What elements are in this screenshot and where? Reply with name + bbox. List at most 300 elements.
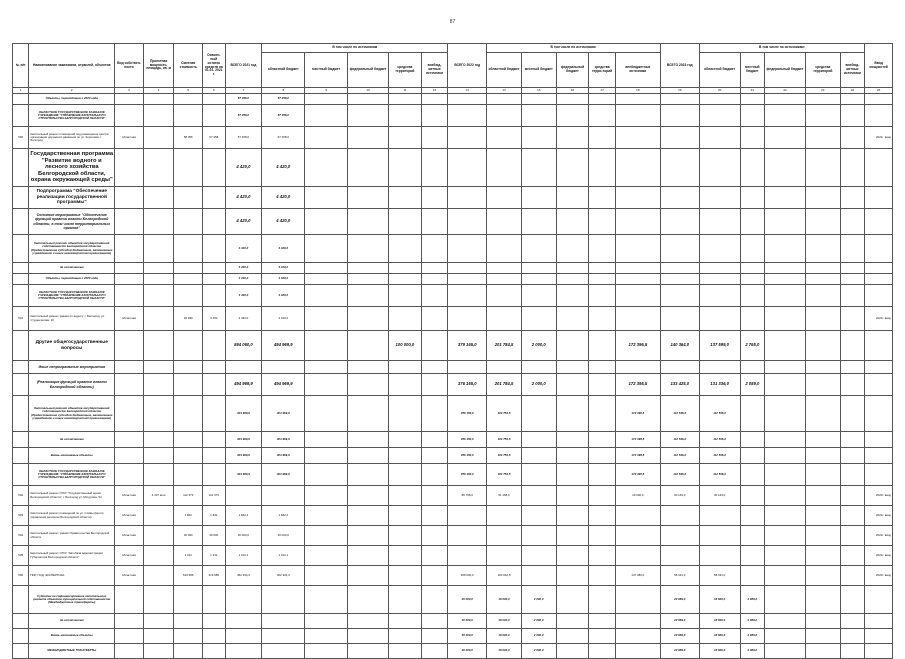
cell-rem bbox=[203, 396, 225, 432]
cell-ter21 bbox=[389, 263, 422, 274]
cell-f21 bbox=[348, 506, 389, 526]
cell-r22 bbox=[487, 546, 522, 566]
cell-name: Вновь начинаемые объекты bbox=[29, 629, 115, 644]
cell-t22: 80 798,0 bbox=[448, 486, 487, 506]
hdr-offbudget-2023: внебюд-жетные источники bbox=[840, 53, 865, 88]
cell-o23 bbox=[840, 432, 865, 448]
cell-name: Объекты, переходящие с 2020 года bbox=[29, 94, 115, 105]
column-number: 16 bbox=[556, 88, 589, 94]
cell-ter21 bbox=[389, 127, 422, 149]
hdr-federal-2021: федеральный бюджет bbox=[348, 53, 389, 88]
hdr-federal-2022: федеральный бюджет bbox=[556, 53, 589, 88]
cell-l21 bbox=[305, 374, 348, 396]
cell-est bbox=[174, 396, 203, 432]
cell-t22 bbox=[448, 285, 487, 307]
cell-cap bbox=[143, 285, 174, 307]
cell-est bbox=[174, 149, 203, 187]
cell-l23 bbox=[740, 464, 765, 486]
cell-f22 bbox=[556, 432, 589, 448]
cell-com: 2021г. ввод bbox=[865, 546, 893, 566]
cell-t22 bbox=[448, 235, 487, 263]
cell-t22 bbox=[448, 307, 487, 331]
cell-own bbox=[115, 448, 144, 464]
cell-name: Капитальный ремонт объектов государственной собственности Белгородской области (Предоставление субсидий бюджетным, автономным учреждениям и иным некоммерческим организациям) bbox=[29, 235, 115, 263]
column-number: 12 bbox=[421, 88, 448, 94]
cell-t22: 356 150,0 bbox=[448, 448, 487, 464]
cell-no: 504 bbox=[13, 526, 29, 546]
cell-ter22 bbox=[589, 235, 616, 263]
cell-est bbox=[174, 586, 203, 614]
cell-o22 bbox=[615, 127, 660, 149]
cell-t23 bbox=[660, 546, 699, 566]
cell-o23 bbox=[840, 263, 865, 274]
cell-r21 bbox=[262, 586, 305, 614]
cell-f23 bbox=[765, 274, 806, 285]
cell-cap bbox=[143, 274, 174, 285]
cell-o22 bbox=[615, 274, 660, 285]
cell-o22: 172 396,5 bbox=[615, 432, 660, 448]
cell-t23: 112 536,0 bbox=[660, 396, 699, 432]
cell-o22: 172 396,5 bbox=[615, 448, 660, 464]
cell-l23 bbox=[740, 187, 765, 209]
hdr-ownership: Вид собствен-ности bbox=[115, 44, 144, 88]
cell-com bbox=[865, 396, 893, 432]
cell-f21 bbox=[348, 94, 389, 105]
cell-t23 bbox=[660, 361, 699, 374]
cell-t21: 57 458,0 bbox=[225, 94, 262, 105]
cell-o21 bbox=[421, 187, 448, 209]
cell-f23 bbox=[765, 464, 806, 486]
cell-rem bbox=[203, 432, 225, 448]
cell-f23 bbox=[765, 105, 806, 127]
cell-l23: 2 089,0 bbox=[740, 374, 765, 396]
hdr-commission: Ввод мощностей bbox=[865, 44, 893, 88]
cell-com bbox=[865, 285, 893, 307]
cell-ter23 bbox=[805, 644, 840, 659]
cell-no bbox=[13, 149, 29, 187]
cell-ter23 bbox=[805, 361, 840, 374]
cell-com bbox=[865, 586, 893, 614]
cell-r22: 18 000,0 bbox=[487, 629, 522, 644]
cell-l22 bbox=[521, 432, 556, 448]
cell-t23 bbox=[660, 149, 699, 187]
column-number: 8 bbox=[262, 88, 305, 94]
cell-com bbox=[865, 644, 893, 659]
cell-own bbox=[115, 464, 144, 486]
cell-com: 2021г. ввод bbox=[865, 307, 893, 331]
cell-name: За исключением bbox=[29, 614, 115, 629]
column-number: 15 bbox=[521, 88, 556, 94]
cell-com bbox=[865, 432, 893, 448]
cell-f21 bbox=[348, 285, 389, 307]
cell-f23 bbox=[765, 149, 806, 187]
cell-est: 18 930 bbox=[174, 307, 203, 331]
cell-t22: 20 000,0 bbox=[448, 586, 487, 614]
cell-est bbox=[174, 374, 203, 396]
cell-r23: 18 800,0 bbox=[699, 629, 740, 644]
hdr-regional-2021: областной бюджет bbox=[262, 53, 305, 88]
cell-t23 bbox=[660, 263, 699, 274]
cell-f22 bbox=[556, 361, 589, 374]
cell-com bbox=[865, 187, 893, 209]
cell-est: 58 356 bbox=[174, 127, 203, 149]
cell-name: Объекты, переходящие с 2020 года bbox=[29, 274, 115, 285]
cell-no bbox=[13, 361, 29, 374]
cell-own bbox=[115, 586, 144, 614]
cell-l21 bbox=[305, 94, 348, 105]
cell-cap bbox=[143, 566, 174, 586]
cell-l23 bbox=[740, 94, 765, 105]
cell-t23: 20 889,0 bbox=[660, 586, 699, 614]
cell-r23: 18 800,0 bbox=[699, 586, 740, 614]
table-row bbox=[13, 94, 893, 105]
cell-r21: 30 000,0 bbox=[262, 526, 305, 546]
cell-o22 bbox=[615, 307, 660, 331]
cell-t23: 140 364,0 bbox=[660, 331, 699, 361]
cell-rem bbox=[203, 187, 225, 209]
column-number: 19 bbox=[660, 88, 699, 94]
hdr-estimate: Сметная стоимость bbox=[174, 44, 203, 88]
cell-rem bbox=[203, 263, 225, 274]
cell-l23 bbox=[740, 361, 765, 374]
cell-rem bbox=[203, 614, 225, 629]
hdr-capacity: Проектная мощность, площадь, кв. м bbox=[143, 44, 174, 88]
cell-l23 bbox=[740, 274, 765, 285]
cell-l22 bbox=[521, 149, 556, 187]
cell-r22: 201 784,5 bbox=[487, 374, 522, 396]
cell-no: 503 bbox=[13, 506, 29, 526]
cell-ter23 bbox=[805, 396, 840, 432]
cell-rem bbox=[203, 644, 225, 659]
cell-own: областная bbox=[115, 486, 144, 506]
cell-own bbox=[115, 396, 144, 432]
cell-name: Капитальный ремонт помещений по ул. Славы (Центр управления регионом Белгородской области) bbox=[29, 506, 115, 526]
cell-o22 bbox=[615, 614, 660, 629]
cell-r22 bbox=[487, 526, 522, 546]
cell-r22 bbox=[487, 187, 522, 209]
cell-f23 bbox=[765, 187, 806, 209]
cell-l23 bbox=[740, 566, 765, 586]
cell-name: За исключением bbox=[29, 263, 115, 274]
cell-l23 bbox=[740, 235, 765, 263]
cell-own bbox=[115, 149, 144, 187]
cell-no bbox=[13, 94, 29, 105]
cell-o22 bbox=[615, 644, 660, 659]
cell-r21 bbox=[262, 614, 305, 629]
cell-o22 bbox=[615, 263, 660, 274]
cell-cap bbox=[143, 209, 174, 235]
cell-cap bbox=[143, 432, 174, 448]
cell-t21: 4 420,0 bbox=[225, 263, 262, 274]
cell-f22 bbox=[556, 331, 589, 361]
cell-ter22 bbox=[589, 526, 616, 546]
cell-o22 bbox=[615, 235, 660, 263]
table-row bbox=[13, 464, 893, 486]
cell-name: Капитальный ремонт помещений под размещение центра организации дорожного движения по ул. Королева, г. Белгород bbox=[29, 127, 115, 149]
cell-f23 bbox=[765, 526, 806, 546]
cell-ter21 bbox=[389, 586, 422, 614]
cell-ter22 bbox=[589, 285, 616, 307]
cell-t22 bbox=[448, 263, 487, 274]
cell-o21 bbox=[421, 374, 448, 396]
cell-t21 bbox=[225, 586, 262, 614]
cell-o22 bbox=[615, 209, 660, 235]
cell-name: Основное мероприятие "Обеспечение функций органов власти Белгородской области, в том числе территориальных органов" bbox=[29, 209, 115, 235]
cell-no bbox=[13, 235, 29, 263]
cell-o21 bbox=[421, 285, 448, 307]
cell-name: ОБЛАСТНОЕ ГОСУДАРСТВЕННОЕ КАЗЕННОЕ УЧРЕЖДЕНИЕ "УПРАВЛЕНИЕ КАПИТАЛЬНОГО СТРОИТЕЛЬСТВА БЕЛГОРОДСКОЙ ОБЛАСТИ" bbox=[29, 464, 115, 486]
cell-own bbox=[115, 263, 144, 274]
cell-o23 bbox=[840, 361, 865, 374]
hdr-territory-2022: средства терри-торий bbox=[589, 53, 616, 88]
cell-t23 bbox=[660, 235, 699, 263]
cell-ter23 bbox=[805, 614, 840, 629]
cell-est bbox=[174, 448, 203, 464]
cell-t22 bbox=[448, 546, 487, 566]
cell-f23 bbox=[765, 566, 806, 586]
column-number: 9 bbox=[305, 88, 348, 94]
cell-r21: 4 420,0 bbox=[262, 209, 305, 235]
cell-f21 bbox=[348, 127, 389, 149]
cell-l22 bbox=[521, 506, 556, 526]
cell-t21: 1 312,1 bbox=[225, 546, 262, 566]
cell-com bbox=[865, 209, 893, 235]
cell-r23 bbox=[699, 307, 740, 331]
cell-l22 bbox=[521, 235, 556, 263]
cell-t22 bbox=[448, 274, 487, 285]
cell-r23: 112 536,0 bbox=[699, 448, 740, 464]
cell-ter22 bbox=[589, 331, 616, 361]
cell-name: Вновь начинаемые объекты bbox=[29, 448, 115, 464]
cell-t22 bbox=[448, 361, 487, 374]
cell-rem bbox=[203, 209, 225, 235]
cell-ter21 bbox=[389, 644, 422, 659]
cell-f22 bbox=[556, 486, 589, 506]
cell-f23 bbox=[765, 396, 806, 432]
hdr-territory-2021: средства территорий bbox=[389, 53, 422, 88]
cell-o22: 172 396,5 bbox=[615, 464, 660, 486]
cell-t22 bbox=[448, 127, 487, 149]
column-number: 13 bbox=[448, 88, 487, 94]
cell-f21 bbox=[348, 448, 389, 464]
cell-f23 bbox=[765, 331, 806, 361]
cell-f21 bbox=[348, 644, 389, 659]
cell-r23 bbox=[699, 235, 740, 263]
table-row bbox=[13, 149, 893, 187]
cell-l23 bbox=[740, 432, 765, 448]
cell-com bbox=[865, 374, 893, 396]
cell-ter21: 100 000,0 bbox=[389, 331, 422, 361]
cell-o23 bbox=[840, 94, 865, 105]
cell-l23 bbox=[740, 285, 765, 307]
cell-o22: 172 396,5 bbox=[615, 331, 660, 361]
cell-f23 bbox=[765, 374, 806, 396]
cell-est bbox=[174, 105, 203, 127]
cell-t23 bbox=[660, 209, 699, 235]
cell-f22 bbox=[556, 546, 589, 566]
cell-r23 bbox=[699, 127, 740, 149]
column-number: 22 bbox=[765, 88, 806, 94]
cell-o21 bbox=[421, 209, 448, 235]
cell-o21 bbox=[421, 614, 448, 629]
cell-own bbox=[115, 432, 144, 448]
cell-rem bbox=[203, 149, 225, 187]
cell-cap bbox=[143, 464, 174, 486]
cell-f23 bbox=[765, 629, 806, 644]
cell-l21 bbox=[305, 285, 348, 307]
cell-r23 bbox=[699, 546, 740, 566]
cell-com bbox=[865, 331, 893, 361]
cell-f23 bbox=[765, 546, 806, 566]
cell-no bbox=[13, 586, 29, 614]
cell-o21 bbox=[421, 464, 448, 486]
cell-l21 bbox=[305, 629, 348, 644]
column-number: 18 bbox=[615, 88, 660, 94]
table-row bbox=[13, 285, 893, 307]
table-row bbox=[13, 432, 893, 448]
cell-l21 bbox=[305, 331, 348, 361]
cell-l22 bbox=[521, 307, 556, 331]
cell-f22 bbox=[556, 396, 589, 432]
cell-o23 bbox=[840, 235, 865, 263]
cell-l23 bbox=[740, 149, 765, 187]
cell-t21 bbox=[225, 629, 262, 644]
cell-t21: 4 420,0 bbox=[225, 149, 262, 187]
cell-l22 bbox=[521, 566, 556, 586]
cell-f22 bbox=[556, 448, 589, 464]
cell-f22 bbox=[556, 566, 589, 586]
cell-ter23 bbox=[805, 94, 840, 105]
cell-o22 bbox=[615, 94, 660, 105]
cell-o21 bbox=[421, 105, 448, 127]
cell-o22 bbox=[615, 149, 660, 187]
cell-r21: 4 420,0 bbox=[262, 307, 305, 331]
cell-t22 bbox=[448, 209, 487, 235]
cell-rem bbox=[203, 331, 225, 361]
hdr-federal-2023: федеральный бюджет bbox=[765, 53, 806, 88]
cell-f22 bbox=[556, 274, 589, 285]
cell-t23: 20 889,0 bbox=[660, 614, 699, 629]
cell-ter21 bbox=[389, 94, 422, 105]
cell-ter23 bbox=[805, 526, 840, 546]
cell-t21 bbox=[225, 361, 262, 374]
cell-ter22 bbox=[589, 94, 616, 105]
cell-own: областная bbox=[115, 546, 144, 566]
cell-r21: 4 420,0 bbox=[262, 235, 305, 263]
table-row bbox=[13, 263, 893, 274]
table-row bbox=[13, 526, 893, 546]
cell-f23 bbox=[765, 263, 806, 274]
cell-l22: 2 000,0 bbox=[521, 331, 556, 361]
cell-l23 bbox=[740, 209, 765, 235]
cell-l21 bbox=[305, 644, 348, 659]
cell-no bbox=[13, 464, 29, 486]
cell-l22 bbox=[521, 448, 556, 464]
cell-f22 bbox=[556, 629, 589, 644]
hdr-local-2021: местный бюджет bbox=[305, 53, 348, 88]
cell-com bbox=[865, 263, 893, 274]
cell-cap bbox=[143, 546, 174, 566]
cell-o22: 172 395,5 bbox=[615, 374, 660, 396]
cell-o21 bbox=[421, 448, 448, 464]
cell-t23 bbox=[660, 127, 699, 149]
cell-l22 bbox=[521, 274, 556, 285]
cell-t21: 4 420,0 bbox=[225, 307, 262, 331]
cell-f21 bbox=[348, 361, 389, 374]
cell-l23: 2 765,0 bbox=[740, 331, 765, 361]
cell-r22: 201 784,5 bbox=[487, 331, 522, 361]
cell-no bbox=[13, 629, 29, 644]
cell-r21: 404 969,9 bbox=[262, 464, 305, 486]
cell-l23 bbox=[740, 396, 765, 432]
cell-r21: 4 420,0 bbox=[262, 274, 305, 285]
cell-o21 bbox=[421, 396, 448, 432]
cell-r21: 4 420,0 bbox=[262, 285, 305, 307]
cell-own: областная bbox=[115, 307, 144, 331]
cell-ter23 bbox=[805, 486, 840, 506]
cell-r23: 18 800,0 bbox=[699, 614, 740, 629]
hdr-territory-2023: средства территорий bbox=[805, 53, 840, 88]
cell-rem bbox=[203, 374, 225, 396]
cell-r22 bbox=[487, 149, 522, 187]
cell-r22 bbox=[487, 94, 522, 105]
cell-ter21 bbox=[389, 105, 422, 127]
cell-o23 bbox=[840, 546, 865, 566]
cell-r22 bbox=[487, 285, 522, 307]
cell-o22: 29 600,0 bbox=[615, 486, 660, 506]
column-number: 6 bbox=[203, 88, 225, 94]
cell-own bbox=[115, 285, 144, 307]
cell-own: областная bbox=[115, 506, 144, 526]
cell-own bbox=[115, 187, 144, 209]
cell-ter21 bbox=[389, 209, 422, 235]
cell-t21: 57 458,0 bbox=[225, 105, 262, 127]
cell-r22: 160 616,5 bbox=[487, 566, 522, 586]
cell-t22: 379 165,0 bbox=[448, 331, 487, 361]
cell-cap bbox=[143, 396, 174, 432]
cell-est bbox=[174, 644, 203, 659]
cell-ter22 bbox=[589, 644, 616, 659]
hdr-total-2021: ВСЕГО 2021 год bbox=[225, 44, 262, 88]
cell-ter22 bbox=[589, 586, 616, 614]
cell-own bbox=[115, 331, 144, 361]
cell-o23 bbox=[840, 307, 865, 331]
column-number: 20 bbox=[699, 88, 740, 94]
cell-o21 bbox=[421, 274, 448, 285]
cell-r21: 57 458,0 bbox=[262, 127, 305, 149]
cell-rem: 1 842 bbox=[203, 506, 225, 526]
cell-o22 bbox=[615, 629, 660, 644]
cell-ter22 bbox=[589, 105, 616, 127]
cell-r23: 112 536,0 bbox=[699, 432, 740, 448]
cell-t21: 594 060,0 bbox=[225, 331, 262, 361]
cell-no: 506 bbox=[13, 566, 29, 586]
cell-o21 bbox=[421, 149, 448, 187]
cell-r23 bbox=[699, 285, 740, 307]
cell-o21 bbox=[421, 644, 448, 659]
table-row bbox=[13, 644, 893, 659]
table-row bbox=[13, 546, 893, 566]
cell-est bbox=[174, 235, 203, 263]
cell-ter22 bbox=[589, 566, 616, 586]
cell-f22 bbox=[556, 307, 589, 331]
table-row bbox=[13, 105, 893, 127]
cell-f21 bbox=[348, 526, 389, 546]
cell-l23: 2 089,0 bbox=[740, 586, 765, 614]
cell-t23 bbox=[660, 274, 699, 285]
cell-f22 bbox=[556, 506, 589, 526]
cell-rem bbox=[203, 361, 225, 374]
